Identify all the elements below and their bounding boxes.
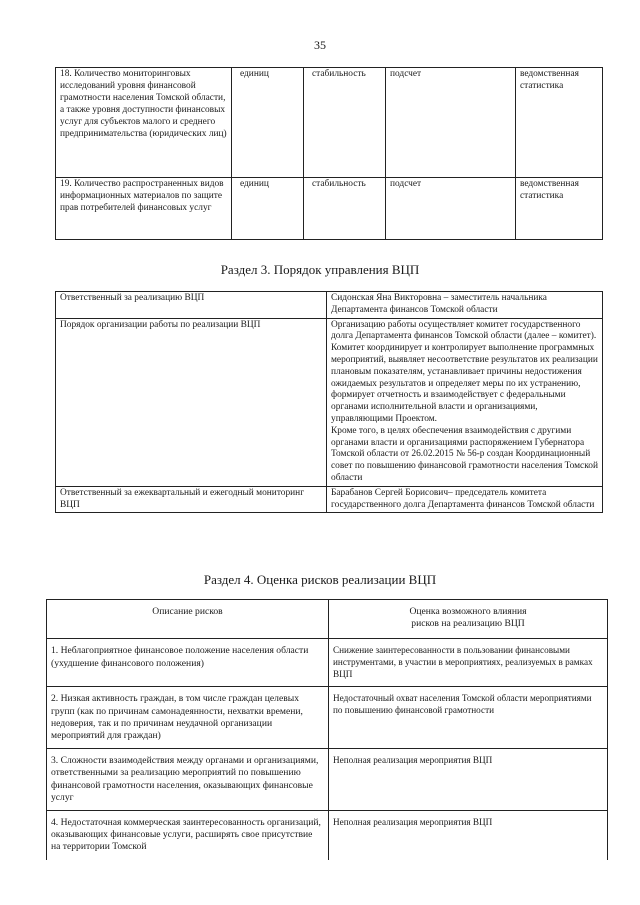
management-value: Сидонская Яна Викторовна – заместитель начальника Департамента финансов Томской области (327, 292, 603, 319)
indicator-name: 18. Количество мониторинговых исследований уровня финансовой грамотности населения Томской области, а также уровня доступности финансовых услуг для субъектов малого и среднего предпринимательства (юридических лиц) (56, 68, 232, 178)
management-value: Барабанов Сергей Борисович– председатель комитета государственного долга Департамента финансов Томской области (327, 486, 603, 513)
risk-description: 4. Недостаточная коммерческая заинтересованность организаций, оказывающих финансовые услуги, расширять свое присутствие на территории Томской (47, 811, 329, 860)
management-value-paragraph: Кроме того, в целях обеспечения взаимодействия с другими органами власти и организациями распоряжением Губернатора Томской области от 26.02.2015 № 56-р создан Координационный совет по повышению финансовой грамотности населения Томской области (331, 425, 599, 483)
indicator-unit: единиц (232, 178, 304, 240)
table-row (47, 811, 608, 860)
column-header-risks: Описание рисков (47, 600, 329, 639)
section-4-title: Раздел 4. Оценка рисков реализации ВЦП (203, 572, 437, 587)
column-header-impact (329, 600, 608, 639)
risk-impact: Неполная реализация мероприятия ВЦП (329, 749, 608, 811)
table-header-row (47, 600, 608, 639)
risks-table (46, 599, 608, 860)
indicator-method: подсчет (386, 68, 516, 178)
table-row (56, 178, 603, 240)
management-label: Ответственный за ежеквартальный и ежегодный мониторинг ВЦП (56, 486, 327, 513)
indicators-table (55, 67, 603, 240)
management-label: Порядок организации работы по реализации ВЦП (56, 318, 327, 486)
indicator-trend: стабильность (304, 68, 386, 178)
risk-impact: Недостаточный охват населения Томской области мероприятиями по повышению финансовой грамотности (329, 687, 608, 749)
page-number: 35 (314, 38, 326, 52)
table-row (56, 318, 603, 486)
table-row (47, 639, 608, 687)
risk-impact: Неполная реализация мероприятия ВЦП (329, 811, 608, 860)
indicator-source: ведомственная статистика (516, 68, 603, 178)
risk-impact: Снижение заинтересованности в пользовании финансовыми инструментами, в участии в мероприятиях, реализуемых в рамках ВЦП (329, 639, 608, 687)
risk-description: 1. Неблагоприятное финансовое положение населения области (ухудшение финансового положения) (47, 639, 329, 687)
table-row (56, 486, 603, 513)
management-table (55, 291, 603, 513)
management-label: Ответственный за реализацию ВЦП (56, 292, 327, 319)
indicator-method: подсчет (386, 178, 516, 240)
table-row (56, 68, 603, 178)
indicator-trend: стабильность (304, 178, 386, 240)
table-row (47, 749, 608, 811)
header-line: Оценка возможного влияния (409, 606, 527, 617)
table-row (56, 292, 603, 319)
header-line: рисков на реализацию ВЦП (411, 618, 525, 630)
indicator-unit: единиц (232, 68, 304, 178)
indicator-source: ведомственная статистика (516, 178, 603, 240)
risk-description: 3. Сложности взаимодействия между органами и организациями, ответственными за реализацию мероприятий по повышению финансовой грамотности населения, оказывающих финансовые услуг (47, 749, 329, 811)
risk-description: 2. Низкая активность граждан, в том числе граждан целевых групп (как по причинам самонадеянности, нехватки времени, недоверия, так и по причинам неудачной организации мероприятий для граждан) (47, 687, 329, 749)
section-3-title: Раздел 3. Порядок управления ВЦП (220, 262, 420, 277)
table-row (47, 687, 608, 749)
indicator-name: 19. Количество распространенных видов информационных материалов по защите прав потребителей финансовых услуг (56, 178, 232, 240)
management-value (327, 318, 603, 486)
management-value-paragraph: Организацию работы осуществляет комитет государственного долга Департамента финансов Томской области (далее – комитет). Комитет координирует и контролирует выполнение программных мероприятий, выявляет несоответствие результатов их реализации плановым показателям, устанавливает причины недостижения ожидаемых результатов и определяет меры по их устранению, формирует отчетность и взаимодействует с федеральными органами исполнительной власти и организациями, управляющими Проектом. (331, 319, 598, 424)
